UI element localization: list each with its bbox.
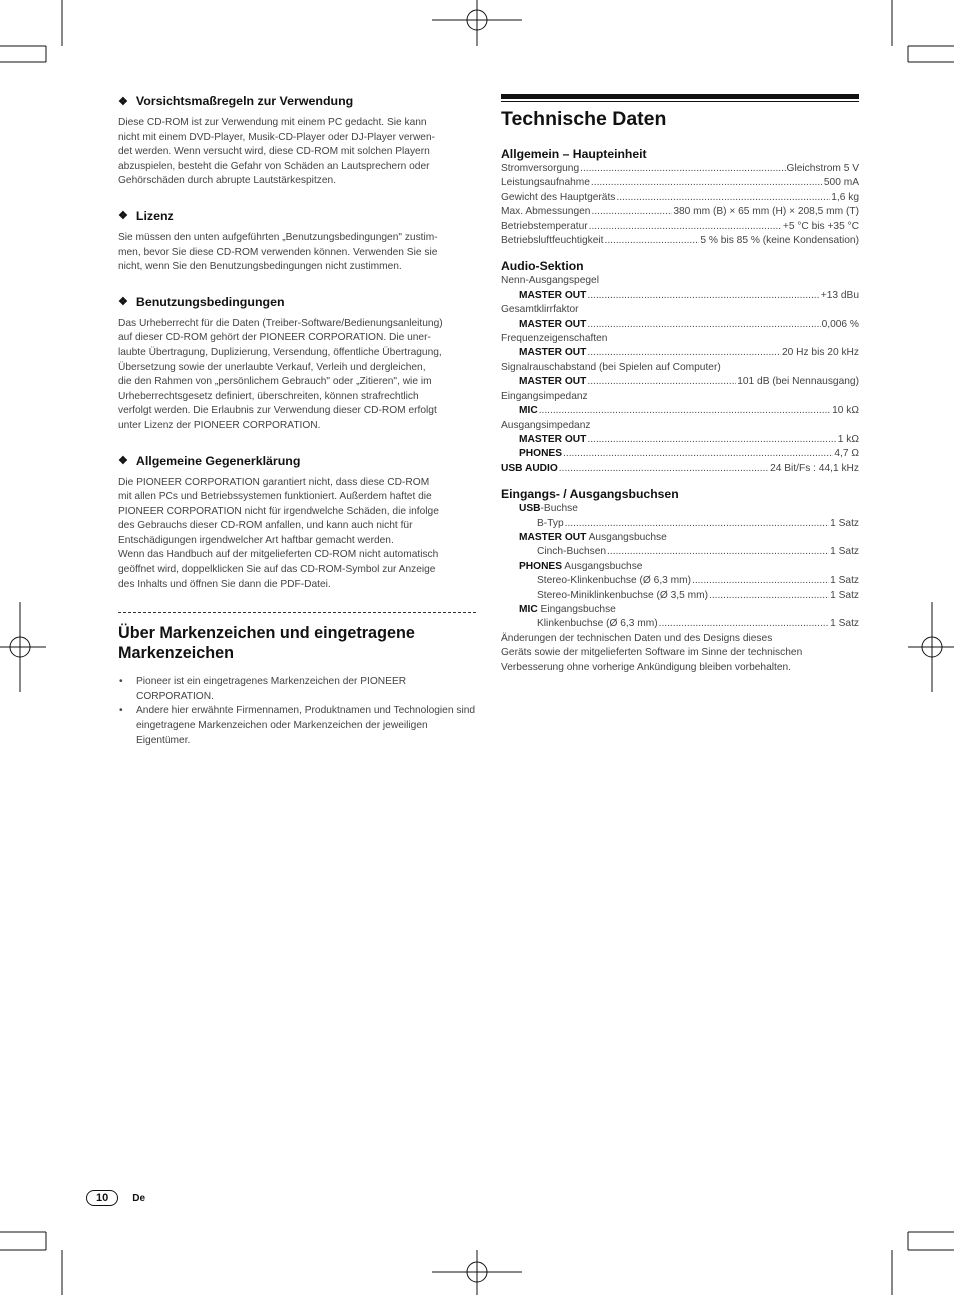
page-footer xyxy=(86,1190,145,1206)
spec-label: Gesamtklirrfaktor xyxy=(501,304,579,316)
spec-row: Klinkenbuchse (Ø 6,3 mm) ..... 1 Satz xyxy=(501,617,859,631)
spec-heading-audio: Audio-Sektion xyxy=(501,259,584,274)
list-item: • Pioneer ist ein eingetragenes Markenzeichen der PIONEER CORPORATION. xyxy=(118,675,476,704)
spec-label: PHONES Ausgangsbuchse xyxy=(519,560,643,572)
spec-row: Leistungsaufnahme ..... 500 mA xyxy=(501,176,859,190)
spec-row: MASTER OUT ..... +13 dBu xyxy=(501,289,859,303)
spec-row: Cinch-Buchsen ..... 1 Satz xyxy=(501,545,859,559)
section-body: Das Urheberrecht für die Daten (Treiber-Software/Bedienungsanleitung) auf dieser CD-ROM gehört der PIONEER CORPORATION. Die uner- laubte Übertragung, Duplizierung, Versendung, öffentliche Übertragung, Übersetzung sowie der unerlaubte Verkauf, Verleih und dergleichen, die den Rahmen von „persönlichem Gebrauch" oder „Zitieren", wie im Urheberrechtsgesetz definiert, überschreiten, können strafrechtlich verfolgt werden. Die Erlaubnis zur Verwendung dieser CD-ROM erfolgt unter Lizenz der PIONEER CORPORATION. xyxy=(118,317,443,431)
section-heading: ❖ Lizenz xyxy=(118,208,174,223)
section-precautions xyxy=(118,94,476,189)
section-trademarks xyxy=(118,623,476,748)
spec-row: Stromversorgung ..... Gleichstrom 5 V xyxy=(501,162,859,176)
title-rule-thick xyxy=(501,94,859,99)
spec-label: Ausgangsimpedanz xyxy=(501,419,591,431)
spec-label: Eingangsimpedanz xyxy=(501,390,588,402)
trademarks-heading: Über Markenzeichen und eingetragene Markenzeichen xyxy=(118,624,415,663)
section-terms xyxy=(118,295,476,434)
language-code: De xyxy=(132,1192,146,1204)
spec-row: Max. Abmessungen ..... 380 mm (B) × 65 mm (H) × 208,5 mm (T) xyxy=(501,205,859,219)
diamond-bullet-icon: ❖ xyxy=(118,455,128,467)
section-license xyxy=(118,209,476,275)
spec-label: MIC Eingangsbuchse xyxy=(519,603,616,615)
title-rule-thin xyxy=(501,101,859,102)
spec-row: MASTER OUT ..... 1 kΩ xyxy=(501,433,859,447)
diamond-bullet-icon: ❖ xyxy=(118,296,128,309)
spec-label: USB-Buchse xyxy=(519,503,578,515)
spec-label: MASTER OUT Ausgangsbuchse xyxy=(519,531,667,543)
spec-notice: Änderungen der technischen Daten und des Designs dieses Geräts sowie der mitgelieferten Software im Sinne der technischen Verbesserung ohne vorherige Ankündigung bleiben vorbehalten. xyxy=(501,632,803,673)
left-column xyxy=(118,94,476,748)
spec-label: Frequenzeigenschaften xyxy=(501,333,608,345)
spec-table-audio xyxy=(501,274,859,476)
spec-row: Gewicht des Hauptgeräts ..... 1,6 kg xyxy=(501,191,859,205)
section-body: Diese CD-ROM ist zur Verwendung mit einem PC gedacht. Sie kann nicht mit einem DVD-Player, Musik-CD-Player oder DJ-Player verwen- det werden. Wenn versucht wird, diese CD-ROM mit solchen Playern abzuspielen, besteht die Gefahr von Schäden an Lautsprechern oder Gehörschäden durch abrupte Lautstärkespitzen. xyxy=(118,117,436,187)
spec-table-jacks xyxy=(501,502,859,632)
section-heading: ❖ Allgemeine Gegenerklärung xyxy=(118,453,301,468)
list-item: • Andere hier erwähnte Firmennamen, Produktnamen und Technologien sind eingetragene Markenzeichen oder Markenzeichen der jeweiligen Eigentümer. xyxy=(118,704,476,748)
section-body: Sie müssen den unten aufgeführten „Benutzungsbedingungen" zustim- men, bevor Sie diese CD-ROM verwenden können. Verwenden Sie sie nicht, wenn Sie den Benutzungsbedingungen nicht zustimmen. xyxy=(118,231,438,273)
section-disclaimer xyxy=(118,454,476,593)
spec-row: PHONES ..... 4,7 Ω xyxy=(501,447,859,461)
trademarks-list xyxy=(118,675,476,748)
spec-row: B-Typ ..... 1 Satz xyxy=(501,517,859,531)
spec-row: MASTER OUT ..... 0,006 % xyxy=(501,318,859,332)
spec-heading-general: Allgemein – Haupteinheit xyxy=(501,147,647,161)
spec-row: MASTER OUT ..... 101 dB (bei Nennausgang) xyxy=(501,375,859,389)
spec-row: Betriebstemperatur ..... +5 °C bis +35 °C xyxy=(501,220,859,234)
spec-row: MIC ..... 10 kΩ xyxy=(501,404,859,418)
spec-row: MASTER OUT ..... 20 Hz bis 20 kHz xyxy=(501,346,859,360)
page-title: Technische Daten xyxy=(501,108,667,130)
section-heading: ❖ Vorsichtsmaßregeln zur Verwendung xyxy=(118,94,354,108)
dashed-divider xyxy=(118,612,476,613)
spec-label: Nenn-Ausgangspegel xyxy=(501,275,599,287)
spec-row: Betriebsluftfeuchtigkeit ..... 5 % bis 85 % (keine Kondensation) xyxy=(501,234,859,248)
spec-row: Stereo-Miniklinkenbuchse (Ø 3,5 mm) ..... 1 Satz xyxy=(501,589,859,603)
spec-heading-jacks: Eingangs- / Ausgangsbuchsen xyxy=(501,487,679,502)
section-heading: ❖ Benutzungsbedingungen xyxy=(118,294,285,309)
right-column xyxy=(501,94,859,675)
spec-row: Stereo-Klinkenbuchse (Ø 6,3 mm) ..... 1 Satz xyxy=(501,574,859,588)
spec-table-general xyxy=(501,162,859,248)
diamond-bullet-icon: ❖ xyxy=(118,95,128,108)
diamond-bullet-icon: ❖ xyxy=(118,210,128,223)
spec-row: USB AUDIO ..... 24 Bit/Fs : 44,1 kHz xyxy=(501,462,859,476)
section-body: Die PIONEER CORPORATION garantiert nicht, dass diese CD-ROM mit allen PCs und Betriebssystemen funktioniert. Außerdem haftet die PIONEER CORPORATION nicht für irgendwelche Schäden, die infolge des Gebrauchs dieser CD-ROM anfallen, und kann auch nicht für Entschädigungen irgendwelcher Art haftbar gemacht werden. Wenn das Handbuch auf der mitgelieferten CD-ROM nicht automatisch geöffnet wird, doppelklicken Sie auf das CD-ROM-Symbol zur Anzeige des Inhalts und öffnen Sie dann die PDF-Datei. xyxy=(118,476,439,590)
page-number: 10 xyxy=(86,1190,118,1206)
spec-label: Signalrauschabstand (bei Spielen auf Computer) xyxy=(501,361,721,373)
